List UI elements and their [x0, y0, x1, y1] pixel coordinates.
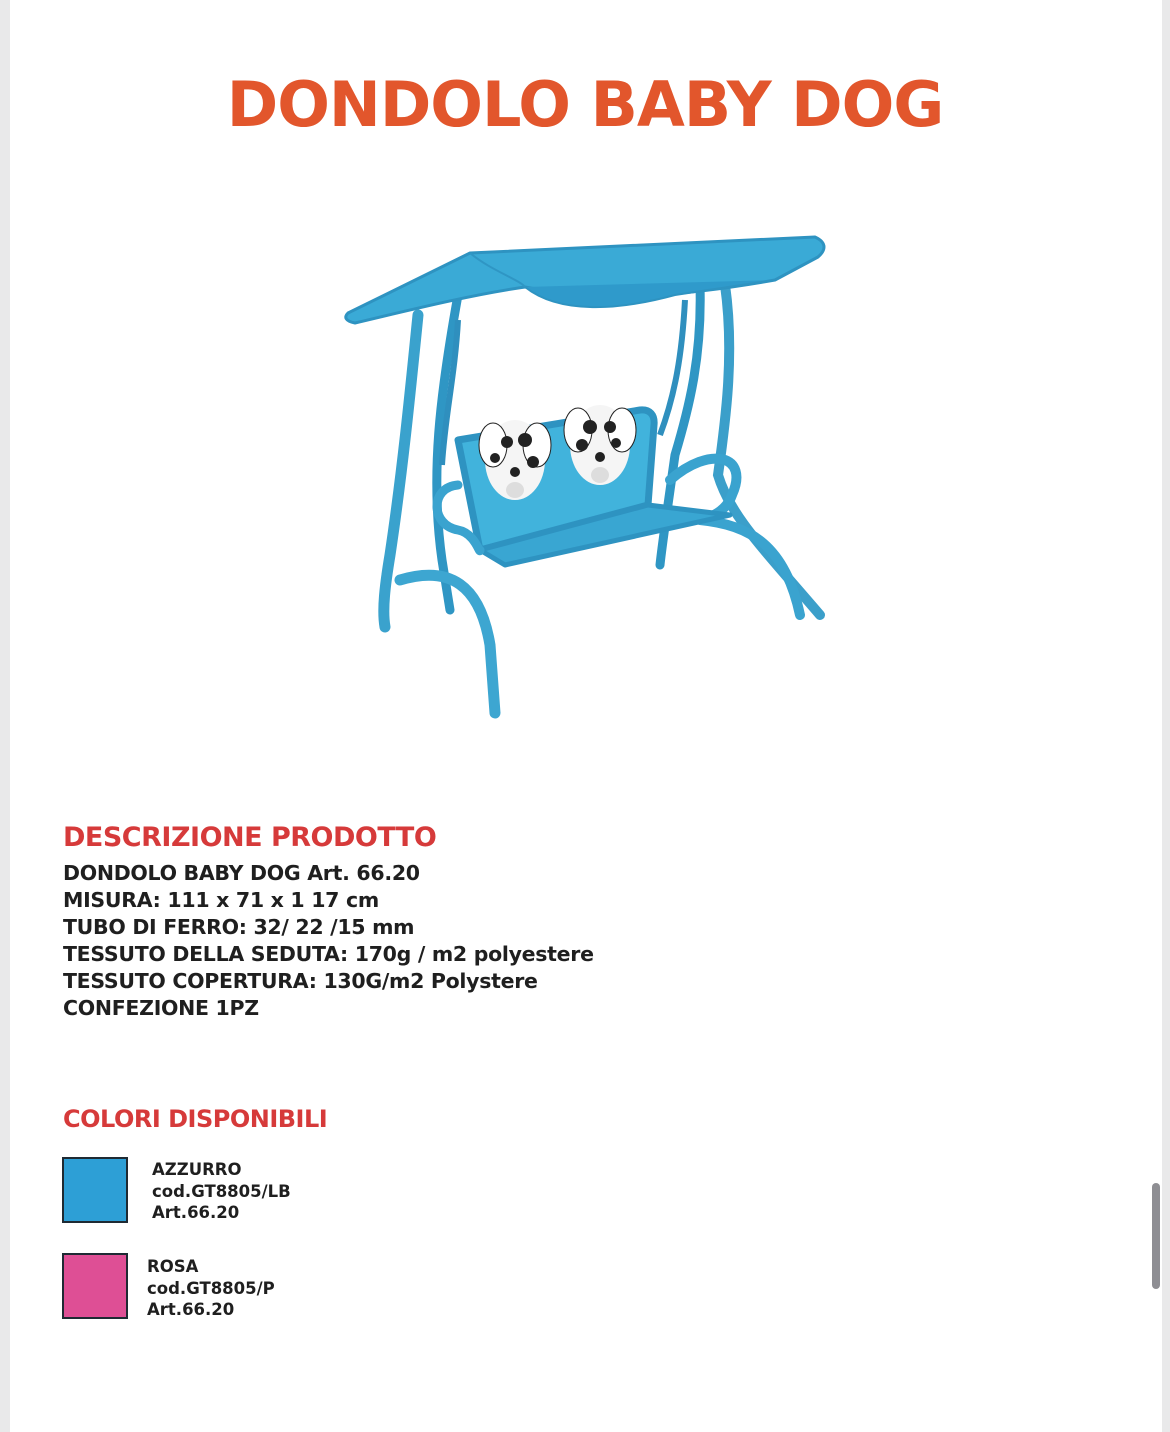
color-swatch-azzurro	[62, 1157, 128, 1223]
color-name: ROSA	[147, 1257, 199, 1276]
description-list	[63, 860, 594, 1022]
swing-illustration	[330, 225, 850, 725]
color-code: cod.GT8805/LB	[152, 1181, 291, 1201]
document-page	[10, 0, 1162, 1432]
color-swatch-rosa	[62, 1253, 128, 1319]
page-title: DONDOLO BABY DOG	[226, 68, 944, 141]
side-bar-right	[700, 520, 800, 615]
description-line: TUBO DI FERRO: 32/ 22 /15 mm	[63, 915, 415, 939]
scrollbar-thumb[interactable]	[1152, 1183, 1160, 1289]
color-name: AZZURRO	[152, 1160, 242, 1179]
color-art: Art.66.20	[152, 1203, 240, 1222]
color-info-azzurro	[152, 1159, 291, 1224]
color-info-rosa	[147, 1256, 275, 1321]
description-line: DONDOLO BABY DOG Art. 66.20	[63, 861, 420, 885]
description-line: TESSUTO DELLA SEDUTA: 170g / m2 polyestere	[63, 942, 594, 966]
colors-title: COLORI DISPONIBILI	[63, 1105, 328, 1133]
color-code: cod.GT8805/P	[147, 1278, 275, 1298]
description-title: DESCRIZIONE PRODOTTO	[63, 822, 437, 853]
description-line: CONFEZIONE 1PZ	[63, 996, 259, 1020]
hanger-right	[660, 300, 685, 435]
color-art: Art.66.20	[147, 1300, 235, 1319]
description-line: TESSUTO COPERTURA: 130G/m2 Polystere	[63, 969, 538, 993]
description-line: MISURA: 111 x 71 x 1 17 cm	[63, 888, 379, 912]
rear-leg-right	[718, 285, 820, 615]
